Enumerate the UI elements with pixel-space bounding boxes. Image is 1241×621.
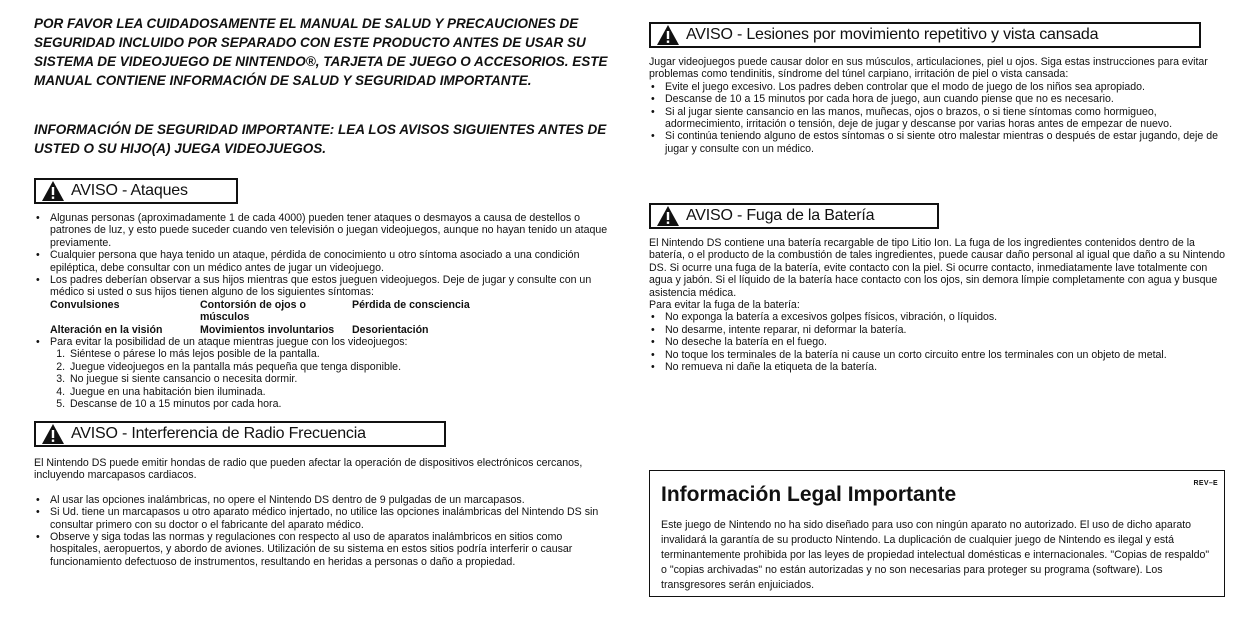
radio-intro: El Nintendo DS puede emitir hondas de radio que pueden afectar la operación de dispositivos electrónicos cercanos, incluyendo marcapasos cardiacos. bbox=[34, 457, 583, 482]
symptom-list bbox=[50, 299, 609, 336]
step-item: 3. No juegue si siente cansancio o necesita dormir. bbox=[68, 373, 609, 385]
health-manual-notice: POR FAVOR LEA CUIDADOSAMENTE EL MANUAL DE SALUD Y PRECAUCIONES DE SEGURIDAD INCLUIDO POR SEPARADO CON ESTE PRODUCTO ANTES DE USAR SU SISTEMA DE VIDEOJUEGO DE NINTENDO®, TARJETA DE JUEGO O ACCESORIOS. ESTE MANUAL CONTIENE INFORMACIÓN DE SALUD Y SEGURIDAD IMPORTANTE. bbox=[34, 16, 608, 88]
list-item: • No remueva ni dañe la etiqueta de la batería. bbox=[649, 361, 1225, 373]
radio-section bbox=[34, 457, 609, 568]
symptom-item: Pérdida de consciencia bbox=[352, 298, 470, 311]
list-item: • No deseche la batería en el fuego. bbox=[649, 336, 1225, 348]
warning-icon bbox=[42, 424, 64, 444]
step-item: 4. Juegue en una habitación bien iluminada. bbox=[68, 386, 609, 398]
revision-code: REV–E bbox=[1193, 480, 1218, 487]
radio-title: AVISO - Interferencia de Radio Frecuencia bbox=[71, 425, 366, 442]
step-item: 1. Siéntese o párese lo más lejos posible de la pantalla. bbox=[68, 348, 609, 360]
safety-info-notice: INFORMACIÓN DE SEGURIDAD IMPORTANTE: LEA LOS AVISOS SIGUIENTES ANTES DE USTED O SU HIJO(A) JUEGA VIDEOJUEGOS. bbox=[34, 122, 607, 156]
list-item: • Si continúa teniendo alguno de estos síntomas o si siente otro malestar mientras o después de estar jugando, deje de jugar y consulte con un médico. bbox=[649, 130, 1225, 155]
battery-intro: El Nintendo DS contiene una batería recargable de tipo Litio Ion. La fuga de los ingredientes contenidos dentro de la batería, o el producto de la combustión de tales ingredientes, puede causar daño personal al igual que daño a su Nintendo DS. Si ocurre una fuga de la batería, evite contacto con la piel. Si ocurre contacto, inmediatamente lave totalmente con agua y jabón. Si el líquido de la batería hace contacto con los ojos, sin demora límpie completamente con agua y busque asistencia médica. bbox=[649, 237, 1225, 299]
symptom-item: Desorientación bbox=[352, 323, 429, 336]
symptom-item: Contorsión de ojos o músculos bbox=[200, 298, 306, 324]
radio-warning-header bbox=[34, 421, 446, 447]
repetitive-intro: Jugar videojuegos puede causar dolor en sus músculos, articulaciones, piel u ojos. Siga estas instrucciones para evitar problemas como tendinitis, síndrome del túnel carpiano, irritación de piel o vista cansada: bbox=[649, 56, 1208, 81]
step-item: 5. Descanse de 10 a 15 minutos por cada hora. bbox=[68, 398, 609, 410]
battery-lead: Para evitar la fuga de la batería: bbox=[649, 299, 800, 312]
battery-title: AVISO - Fuga de la Batería bbox=[686, 207, 875, 224]
repetitive-title: AVISO - Lesiones por movimiento repetitivo y vista cansada bbox=[686, 26, 1099, 43]
seizures-warning-header bbox=[34, 178, 238, 204]
list-item: • Si al jugar siente cansancio en las manos, muñecas, ojos o brazos, o si tiene síntomas como hormigueo, adormecimiento, irritación o tensión, deje de jugar y descanse por varias horas antes de empezar de nuevo. bbox=[649, 106, 1225, 131]
list-item: • Observe y siga todas las normas y regulaciones con respecto al uso de aparatos inalámbricos en sitios como hospitales, aeropuertos, y abordo de aviones. Utilización de su sistema en estos sitios podría interferir o causar funcionamiento defectuoso de instrumentos, resultando en heridas a personas o daño a propiedad. bbox=[34, 531, 609, 568]
legal-text: Este juego de Nintendo no ha sido diseñado para uso con ningún aparato no autorizado. El uso de dicho aparato invalidará la garantía de su producto Nintendo. La duplicación de cualquier juego de Nintendo es ilegal y está terminantemente prohibida por las leyes de propiedad intelectual domésticas e internacionales. "Copias de respaldo" o "copias archivadas" no están autorizadas y no son necesarias para proteger su programa (software). Los transgresores serán enjuiciados. bbox=[661, 519, 1210, 591]
list-item: • Para evitar la posibilidad de un ataque mientras juegue con los videojuegos: bbox=[34, 336, 609, 348]
list-item: • Algunas personas (aproximadamente 1 de cada 4000) pueden tener ataques o desmayos a causa de destellos o patrones de luz, y esto puede suceder cuando ven televisión o juegan videojuegos, aunque no hayan tenido un ataque previamente. bbox=[34, 212, 609, 249]
list-item: • No toque los terminales de la batería ni cause un corto circuito entre los terminales con un objeto de metal. bbox=[649, 349, 1225, 361]
list-item: • Los padres deberían observar a sus hijos mientras que estos jueguen videojuegos. Deje de jugar y consulte con un médico si usted o sus hijos tienen alguno de los siguientes síntomas: bbox=[34, 274, 609, 299]
warning-icon bbox=[657, 25, 679, 45]
list-item: • Descanse de 10 a 15 minutos por cada hora de juego, aun cuando piense que no es necesario. bbox=[649, 93, 1225, 105]
warning-icon bbox=[42, 181, 64, 201]
list-item: • No exponga la batería a excesivos golpes físicos, vibración, o líquidos. bbox=[649, 311, 1225, 323]
symptom-item: Alteración en la visión bbox=[50, 323, 163, 336]
prevention-steps bbox=[34, 348, 609, 410]
symptom-item: Convulsiones bbox=[50, 298, 120, 311]
seizures-title: AVISO - Ataques bbox=[71, 182, 188, 199]
warning-icon bbox=[657, 206, 679, 226]
symptom-item: Movimientos involuntarios bbox=[200, 323, 335, 336]
battery-warning-header bbox=[649, 203, 939, 229]
list-item: • Cualquier persona que haya tenido un ataque, pérdida de conocimiento u otro síntoma asociado a una condición epiléptica, debe consultar con un médico antes de jugar un videojuego. bbox=[34, 249, 609, 274]
legal-title: Información Legal Importante bbox=[661, 483, 957, 506]
repetitive-section bbox=[649, 56, 1225, 155]
step-item: 2. Juegue videojuegos en la pantalla más pequeña que tenga disponible. bbox=[68, 361, 609, 373]
legal-info-box bbox=[649, 470, 1225, 597]
battery-section bbox=[649, 237, 1225, 373]
list-item: • Al usar las opciones inalámbricas, no opere el Nintendo DS dentro de 9 pulgadas de un marcapasos. bbox=[34, 494, 609, 506]
list-item: • No desarme, intente reparar, ni deformar la batería. bbox=[649, 324, 1225, 336]
repetitive-warning-header bbox=[649, 22, 1201, 48]
list-item: • Si Ud. tiene un marcapasos u otro aparato médico injertado, no utilice las opciones inalámbricas del Nintendo DS sin consultar primero con su doctor o el fabricante del aparato médico. bbox=[34, 506, 609, 531]
list-item: • Evite el juego excesivo. Los padres deben controlar que el modo de juego de los niños sea apropiado. bbox=[649, 81, 1225, 93]
seizures-section bbox=[34, 212, 609, 411]
